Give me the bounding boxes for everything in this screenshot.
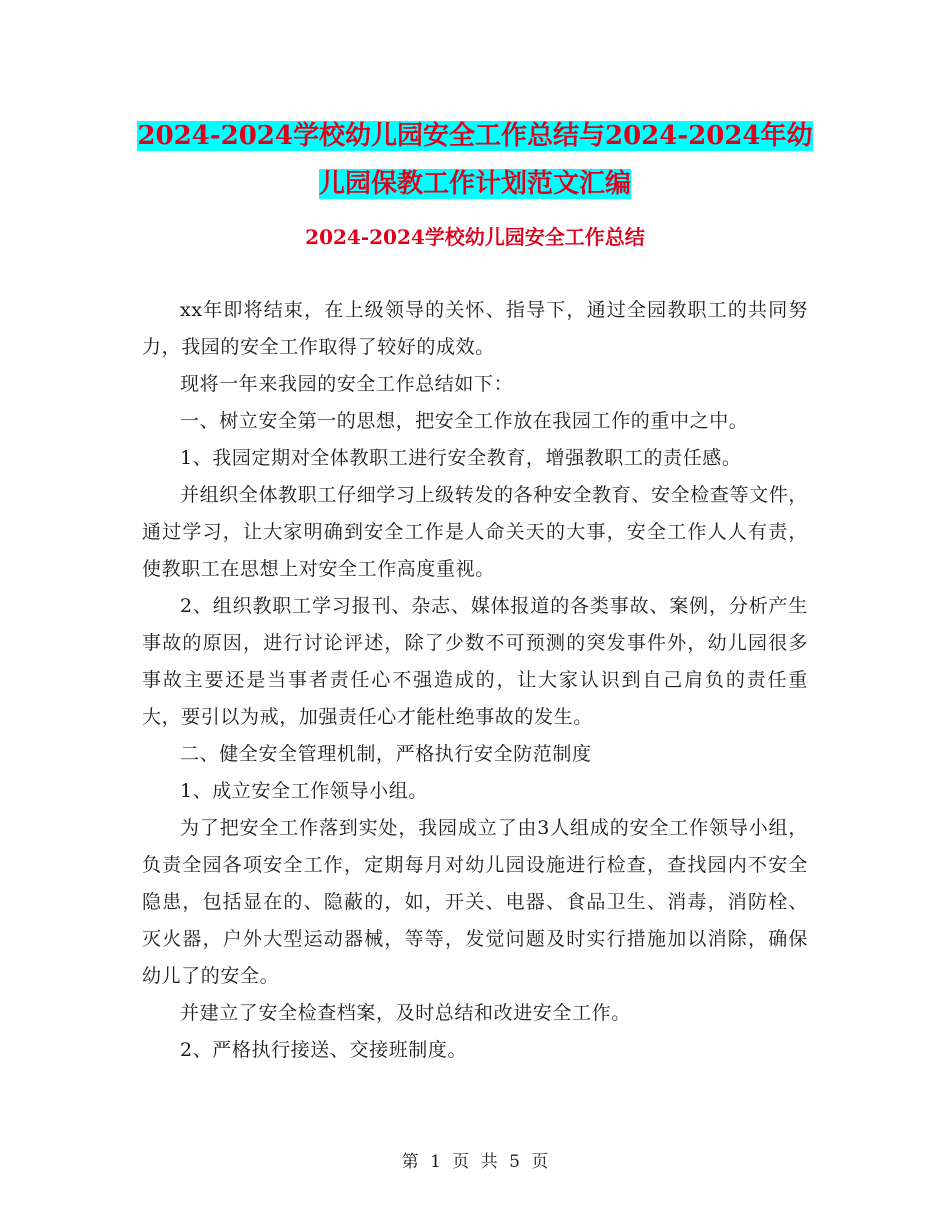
document-title xyxy=(120,112,830,208)
paragraph: 二、健全安全管理机制，严格执行安全防范制度 xyxy=(180,743,592,765)
paragraph: xx年即将结束，在上级领导的关怀、指导下，通过全园教职工的共同努力，我园的安全工作取得了较好的成效。 xyxy=(142,299,808,358)
paragraph: 并建立了安全检查档案，及时总结和改进安全工作。 xyxy=(180,1002,631,1024)
paragraph: 一、树立安全第一的思想，把安全工作放在我园工作的重中之中。 xyxy=(180,410,749,432)
paragraph: 现将一年来我园的安全工作总结如下： xyxy=(180,373,514,395)
section-title: 2024-2024学校幼儿园安全工作总结 xyxy=(305,225,645,249)
paragraph: 并组织全体教职工仔细学习上级转发的各种安全教育、安全检查等文件，通过学习，让大家明确到安全工作是人命关天的大事，安全工作人人有责，使教职工在思想上对安全工作高度重视。 xyxy=(142,484,808,580)
paragraph: 2、严格执行接送、交接班制度。 xyxy=(180,1039,468,1061)
page-footer: 第 1 页 共 5 页 xyxy=(401,1152,549,1172)
paragraph: 1、成立安全工作领导小组。 xyxy=(180,780,428,802)
document-title-line-1: 2024-2024学校幼儿园安全工作总结与2024-2024年幼 xyxy=(137,121,813,151)
paragraph: 2、组织教职工学习报刊、杂志、媒体报道的各类事故、案例，分析产生事故的原因，进行讨论评述，除了少数不可预测的突发事件外，幼儿园很多事故主要还是当事者责任心不强造成的，让大家认识到自己肩负的责任重大，要引以为戒，加强责任心才能杜绝事故的发生。 xyxy=(142,595,808,728)
paragraph: 为了把安全工作落到实处，我园成立了由3人组成的安全工作领导小组，负责全园各项安全工作，定期每月对幼儿园设施进行检查，查找园内不安全隐患，包括显在的、隐蔽的，如，开关、电器、食品卫生、消毒，消防栓、灭火器，户外大型运动器械，等等，发觉问题及时实行措施加以消除，确保幼儿了的安全。 xyxy=(142,817,808,987)
document-title-line-2: 儿园保教工作计划范文汇编 xyxy=(318,169,631,199)
paragraph: 1、我园定期对全体教职工进行安全教育，增强教职工的责任感。 xyxy=(180,447,742,469)
document-body xyxy=(142,292,808,1069)
